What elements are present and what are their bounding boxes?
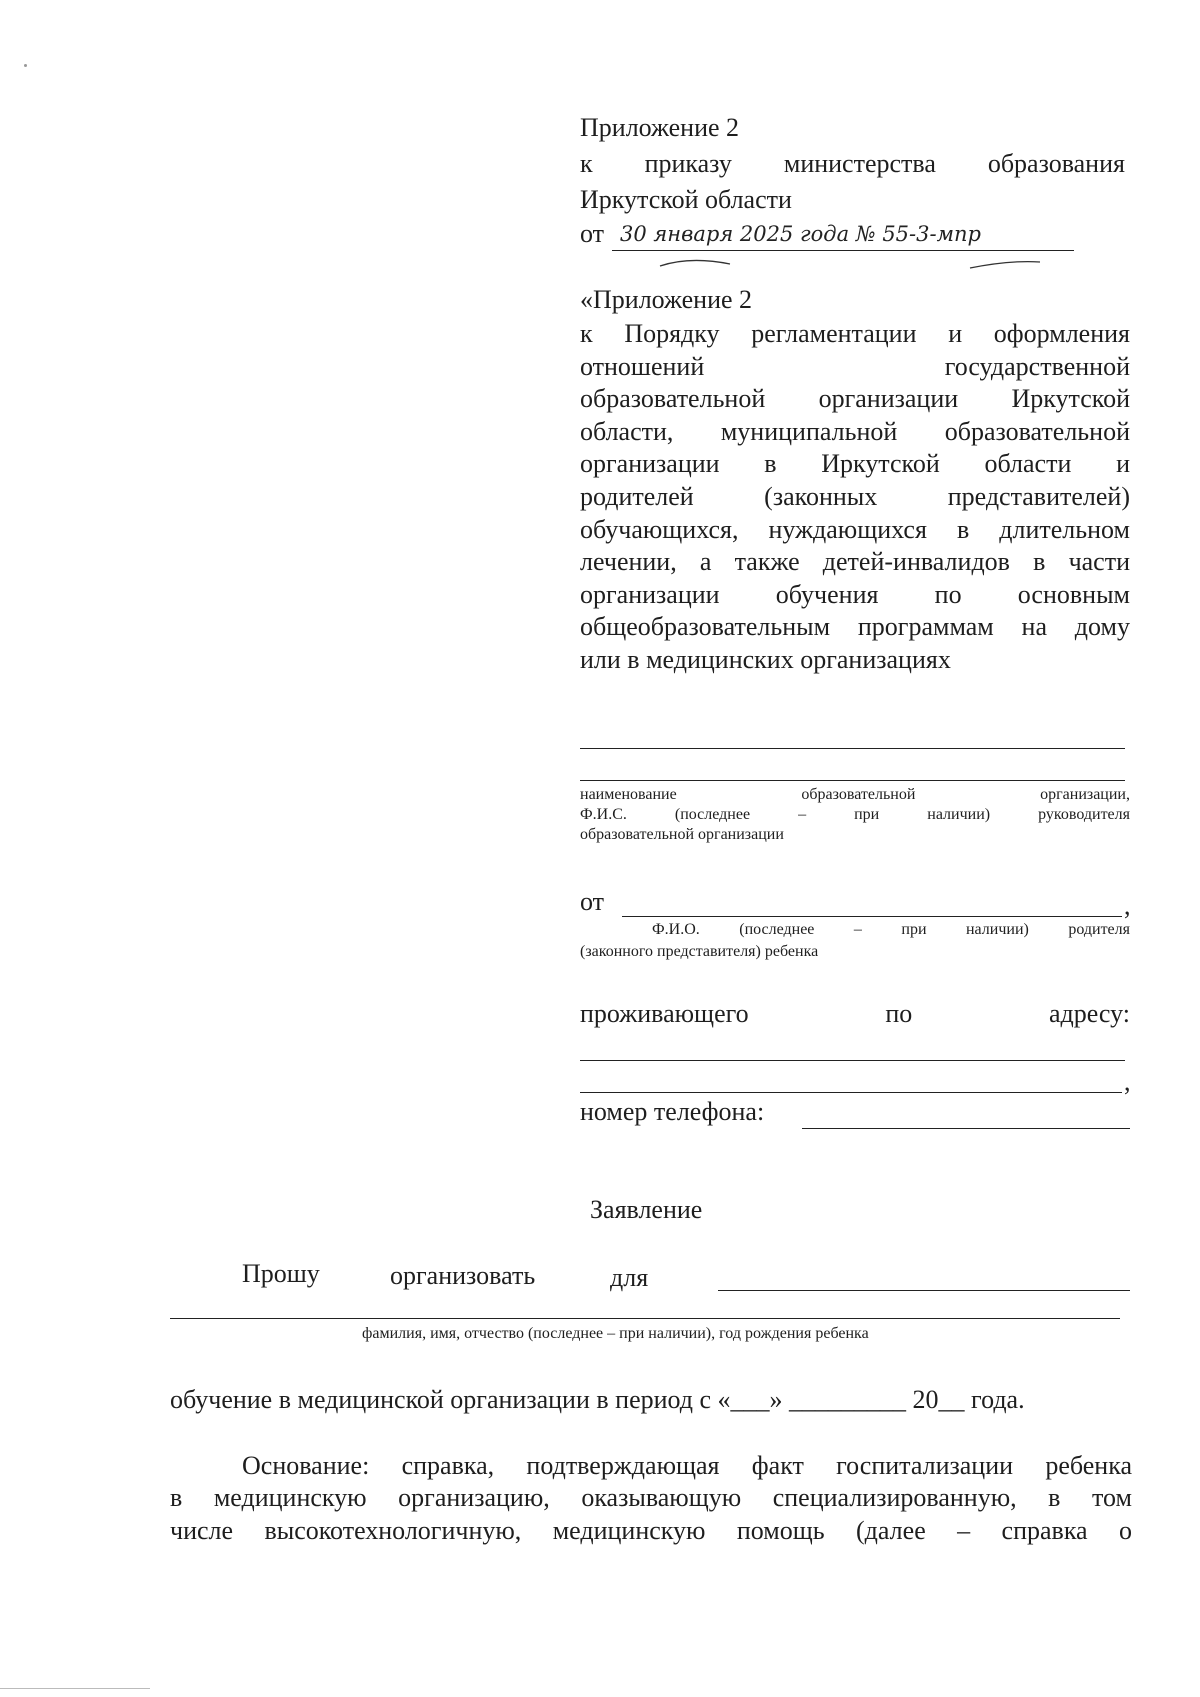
order-date-number-handwritten: 30 января 2025 года № 55-3-мпр xyxy=(620,222,981,246)
recipient-line-2 xyxy=(580,780,1125,781)
order-date-underline xyxy=(612,250,1074,251)
block-line: организации обучения по основным xyxy=(580,579,1130,609)
request-word-3: для xyxy=(610,1263,649,1292)
request-child-line-2 xyxy=(170,1318,1120,1319)
request-word-2: организовать xyxy=(390,1261,536,1290)
sender-caption-line xyxy=(652,920,1130,940)
address-label-line xyxy=(580,998,1130,1030)
block-line: к Порядку регламентации и оформления xyxy=(580,319,1130,348)
block-line: или в медицинских организациях xyxy=(580,644,951,674)
phone-line xyxy=(802,1128,1130,1129)
caption-line: образовательной организации xyxy=(580,826,784,843)
recipient-line-1 xyxy=(580,748,1125,749)
scan-speck xyxy=(24,64,27,67)
appendix-title: Приложение 2 xyxy=(580,113,740,142)
basis-line: в медицинскую организацию, оказывающую специализированную, в том xyxy=(170,1483,1132,1513)
word: по xyxy=(885,999,913,1028)
order-from-label: от xyxy=(580,219,605,248)
appendix-order-line xyxy=(580,148,1125,180)
word: министерства xyxy=(783,149,936,178)
block-line: области, муниципальной образовательной xyxy=(580,416,1130,446)
word: приказу xyxy=(644,149,732,178)
word: к xyxy=(580,149,593,178)
request-word-1: Прошу xyxy=(242,1259,320,1288)
block-line: родителей (законных представителей) xyxy=(580,481,1130,511)
handwritten-strokes xyxy=(650,252,1050,274)
child-caption: фамилия, имя, отчество (последнее – при наличии), год рождения ребенка xyxy=(362,1325,869,1342)
appendix-region-line: Иркутской области xyxy=(580,185,792,214)
address-line-1 xyxy=(580,1060,1125,1061)
word: образования xyxy=(987,149,1125,178)
word: проживающего xyxy=(580,999,749,1028)
sender-comma: , xyxy=(1124,891,1131,920)
scan-edge-line xyxy=(0,1688,150,1689)
caption-line: Ф.И.О. (последнее – при наличии) родителя xyxy=(652,921,1130,938)
block-line: лечении, а также детей-инвалидов в части xyxy=(580,547,1130,577)
sender-caption-last: (законного представителя) ребенка xyxy=(580,943,819,960)
period-line: обучение в медицинской организации в период с «___» _________ 20__ года. xyxy=(170,1385,1025,1414)
block-body xyxy=(580,318,1130,677)
block-line: общеобразовательным программам на дому xyxy=(580,612,1130,642)
caption-line: наименование образовательной организации, xyxy=(580,786,1130,803)
block-title: «Приложение 2 xyxy=(580,285,753,314)
basis-line: Основание: справка, подтверждающая факт госпитализации ребенка xyxy=(242,1451,1132,1480)
basis-line: числе высокотехнологичную, медицинскую помощь (далее – справка о xyxy=(170,1515,1132,1545)
block-line: обучающихся, нуждающихся в длительном xyxy=(580,514,1130,544)
basis-paragraph xyxy=(170,1450,1132,1547)
address-comma: , xyxy=(1124,1067,1131,1096)
block-line: образовательной организации Иркутской xyxy=(580,384,1130,414)
phone-label: номер телефона: xyxy=(580,1097,765,1126)
statement-title: Заявление xyxy=(590,1195,703,1224)
block-line: отношений государственной xyxy=(580,351,1130,381)
request-child-line-1 xyxy=(718,1290,1130,1291)
caption-line: Ф.И.С. (последнее – при наличии) руководителя xyxy=(580,806,1130,823)
sender-name-line xyxy=(622,916,1122,917)
address-line-2 xyxy=(580,1092,1122,1093)
block-line: организации в Иркутской области и xyxy=(580,449,1130,479)
word: адресу: xyxy=(1048,999,1130,1028)
recipient-caption xyxy=(580,785,1130,845)
sender-from-label: от xyxy=(580,887,605,916)
